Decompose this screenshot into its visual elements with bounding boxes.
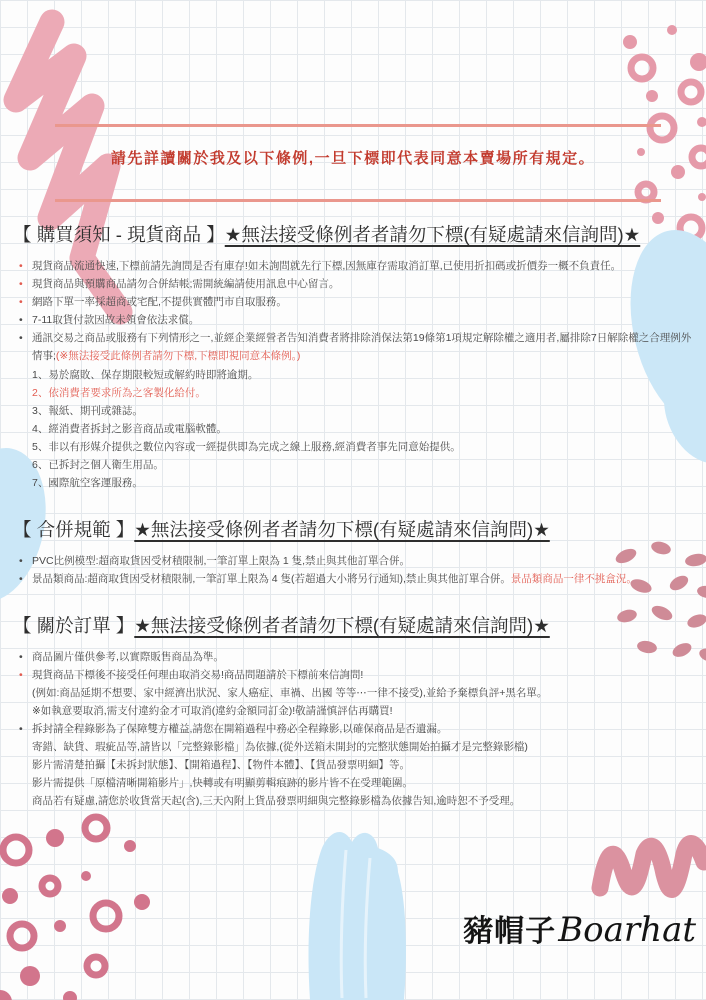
section-title-purchase [13,221,695,247]
law-exception-list [32,366,695,492]
section-title-text: 【 關於訂單 】 [13,615,135,636]
list-item: • 網路下單一率採超商或宅配,不提供實體門市自取服務。 [19,293,695,311]
pink-dots-bottom-left-icon [0,817,150,1000]
list-item: • PVC比例模型:超商取貨因受材積限制,一筆訂單上限為 1 隻,禁止與其他訂單合併。 [19,552,695,570]
list-item [19,720,695,810]
brand-name-latin: Boarhat [558,910,696,950]
no-cancel-example: (例如:商品延期不想要、家中經濟出狀況、家人癌症、車禍、出國 等等⋯一律不接受),並給予棄標負評+黑名單。 [32,687,548,699]
record-rule-quality: 影片需提供「原檔清晰開箱影片」,快轉或有明顯剪輯痕跡的影片皆不在受理範圍。 [32,777,413,789]
divider-line-bottom [55,199,661,202]
list-item: 6、已拆封之個人衛生用品。 [32,459,164,471]
pink-dots-top-right-icon [623,25,706,239]
banner-notice: 請先詳讀關於我及以下條例,一旦下標即代表同意本賣場所有規定。 [110,150,596,167]
penalty-rule: ※如執意要取消,需支付違約金才可取消(違約金額同訂金)!敬請謹慎評估再購買! [32,705,393,717]
section-title-order [13,612,695,638]
combine-bullet-list [19,552,695,588]
list-item [19,570,695,588]
pink-squiggle-icon [600,844,704,890]
section-warning-text: ★無法接受條例者者請勿下標(有疑處請來信詢問)★ [224,224,641,245]
section-title-text: 【 合併規範 】 [13,519,135,540]
list-item: • 現貨商品流通快速,下標前請先詢問是否有庫存!如未詢問就先行下標,因無庫存需取消訂單,已使用折扣碼或折價券一概不負責任。 [19,257,695,275]
list-item: 7、國際航空客運服務。 [32,477,143,489]
list-item: • 7-11取貨付款因故未領會依法求償。 [19,311,695,329]
list-item [19,666,695,720]
prize-rule-main: 景品類商品:超商取貨因受材積限制,一筆訂單上限為 4 隻(若超過大小將另行通知),禁止與其他訂單合併。 [32,573,511,585]
list-item: 2、依消費者要求所為之客製化給付。 [32,387,206,399]
record-rule-shots: 影片需清楚拍攝【未拆封狀態】、【開箱過程】、【物件本體】、【貨品發票明細】等。 [32,759,410,771]
prize-rule-note: 景品類商品一律不挑盒況。 [510,573,637,585]
list-item: • 現貨商品與預購商品請勿合併結帳;需開統編請使用訊息中心留言。 [19,275,695,293]
record-rule-basis: 寄錯、缺貨、瑕疵品等,請皆以「完整錄影檔」為依據,(從外送箱未開封的完整狀態開始拍攝才是完整錄影檔) [32,741,528,753]
section-title-combine [13,516,695,542]
list-item: 5、非以有形媒介提供之數位內容或一經提供即為完成之線上服務,經消費者事先同意始提供。 [32,441,461,453]
order-bullet-list [19,648,695,810]
list-item [19,329,695,365]
section-title-text: 【 購買須知 - 現貨商品 】 [13,224,225,245]
record-rule-main: 拆封請全程錄影為了保障雙方權益,請您在開箱過程中務必全程錄影,以確保商品是否遺漏。 [32,723,448,735]
divider-line-top [55,124,661,127]
terms-content [13,221,695,810]
brand-logo [463,906,696,950]
blue-brush-stroke-icon [309,832,407,1000]
purchase-bullet-list [19,257,695,365]
list-item: 1、易於腐敗、保存期限較短或解約時即將逾期。 [32,369,259,381]
list-item: 3、報紙、期刊或雜誌。 [32,405,143,417]
section-warning-text: ★無法接受條例者者請勿下標(有疑處請來信詢問)★ [134,615,550,636]
list-item: • 商品圖片僅供參考,以實際販售商品為準。 [19,648,695,666]
section-warning-text: ★無法接受條例者者請勿下標(有疑處請來信詢問)★ [134,519,550,540]
law-clause-note: (※無法接受此條例者請勿下標,下標即視同意本條例。) [55,350,301,362]
no-cancel-rule: 現貨商品下標後不接受任何理由取消交易!商品問題請於下標前來信詢問! [32,669,364,681]
claim-deadline-rule: 商品若有疑慮,請您於收貨當天起(含),三天內附上貨品發票明細與完整錄影檔為依據告知,逾時恕不予受理。 [32,795,521,807]
brand-name-cjk: 豬帽子 [463,915,557,948]
law-clause-main: 通訊交易之商品或服務有下列情形之一,並經企業經營者告知消費者將排除消保法第19條第1項規定解除權之適用者,屬排除7日解除權之合理例外情事; [32,332,692,362]
list-item: 4、經消費者拆封之影音商品或電腦軟體。 [32,423,227,435]
